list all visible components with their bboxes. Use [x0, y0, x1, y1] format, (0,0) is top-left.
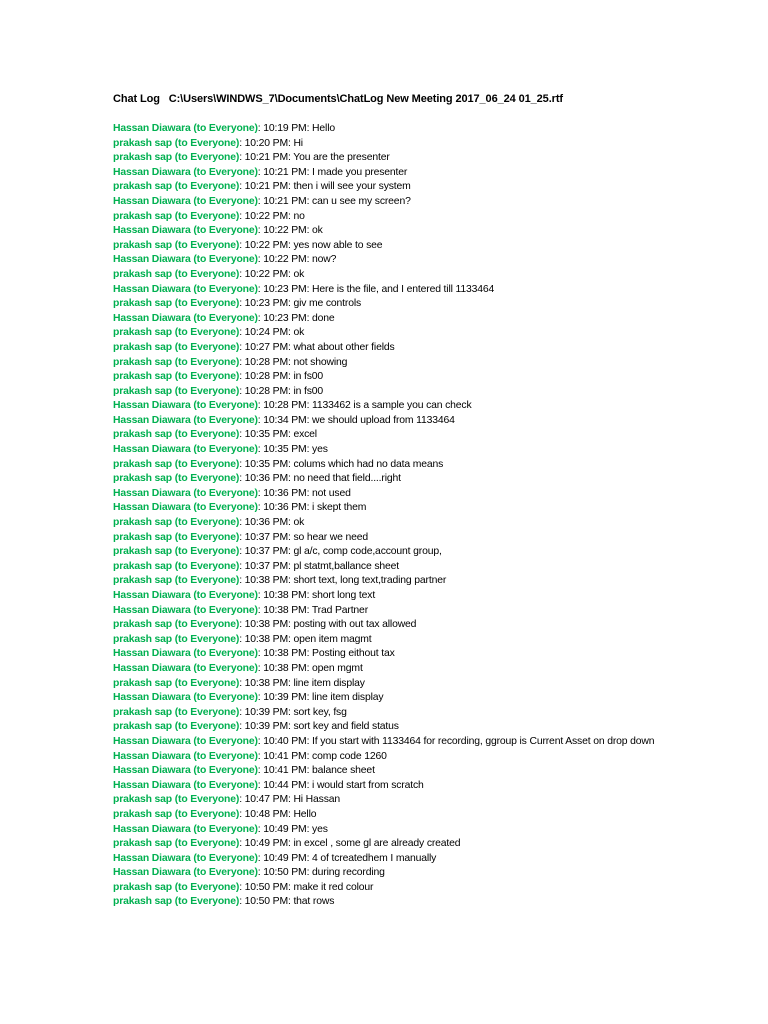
message-sender: Hassan Diawara (to Everyone) — [113, 867, 258, 879]
message-text: excel — [293, 429, 317, 441]
message-row: prakash sap (to Everyone): 10:39 PM: sort key and field status — [113, 721, 399, 733]
message-text: comp code 1260 — [312, 750, 387, 762]
message-text: sort key, fsg — [293, 706, 347, 718]
message-time: 10:50 PM — [244, 896, 288, 908]
message-row: Hassan Diawara (to Everyone): 10:22 PM: ok — [113, 225, 323, 237]
message-text: line item display — [312, 692, 384, 704]
message-time: 10:39 PM — [244, 721, 288, 733]
message-row: Hassan Diawara (to Everyone): 10:21 PM: I made you presenter — [113, 166, 408, 178]
message-row: prakash sap (to Everyone): 10:22 PM: ok — [113, 268, 305, 280]
message-row: Hassan Diawara (to Everyone): 10:38 PM: short long text — [113, 590, 376, 601]
message-sender: Hassan Diawara (to Everyone) — [113, 254, 258, 266]
message-sender: Hassan Diawara (to Everyone) — [113, 779, 258, 791]
message-text: sort key and field status — [293, 721, 399, 733]
message-row: Hassan Diawara (to Everyone): 10:22 PM: now? — [113, 254, 337, 266]
message-row: Hassan Diawara (to Everyone): 10:38 PM: Posting eithout tax — [113, 648, 395, 660]
message-time: 10:28 PM — [263, 400, 307, 412]
message-row: prakash sap (to Everyone): 10:21 PM: then i will see your system — [113, 181, 411, 193]
message-time: 10:20 PM — [244, 137, 288, 149]
message-row: Hassan Diawara (to Everyone): 10:44 PM: i would start from scratch — [113, 779, 424, 791]
message-sender: prakash sap (to Everyone) — [113, 881, 240, 893]
message-text: short text, long text,trading partner — [293, 575, 447, 587]
message-row: prakash sap (to Everyone): 10:38 PM: open item magmt — [113, 633, 372, 645]
message-sender: Hassan Diawara (to Everyone) — [113, 604, 258, 616]
message-text: ok — [293, 268, 305, 280]
message-row: prakash sap (to Everyone): 10:49 PM: in excel , some gl are already created — [113, 838, 461, 850]
message-sender: prakash sap (to Everyone) — [113, 546, 240, 558]
message-sender: Hassan Diawara (to Everyone) — [113, 823, 258, 835]
message-time: 10:19 PM — [263, 123, 307, 134]
message-text: Hi — [293, 137, 303, 149]
message-time: 10:39 PM — [263, 692, 307, 704]
message-row: prakash sap (to Everyone): 10:21 PM: You are the presenter — [113, 152, 390, 164]
message-text: You are the presenter — [293, 152, 390, 164]
message-time: 10:35 PM — [244, 429, 288, 441]
message-row: Hassan Diawara (to Everyone): 10:23 PM: Here is the file, and I entered till 1133464 — [113, 283, 495, 295]
message-sender: prakash sap (to Everyone) — [113, 371, 240, 383]
message-text: we should upload from 1133464 — [312, 414, 455, 426]
message-row: Hassan Diawara (to Everyone): 10:19 PM: Hello — [113, 123, 335, 134]
message-sender: prakash sap (to Everyone) — [113, 239, 240, 251]
message-text: I made you presenter — [312, 166, 408, 178]
message-row: prakash sap (to Everyone): 10:50 PM: make it red colour — [113, 881, 374, 893]
message-row: prakash sap (to Everyone): 10:24 PM: ok — [113, 327, 305, 339]
message-text: yes — [312, 823, 328, 835]
message-time: 10:38 PM — [263, 590, 307, 601]
message-sender: prakash sap (to Everyone) — [113, 356, 240, 368]
document-title — [113, 93, 563, 105]
message-row: prakash sap (to Everyone): 10:36 PM: ok — [113, 517, 305, 529]
message-time: 10:38 PM — [244, 619, 288, 631]
message-text: short long text — [312, 590, 376, 601]
message-row: prakash sap (to Everyone): 10:50 PM: that rows — [113, 896, 335, 908]
message-text: i skept them — [312, 502, 367, 514]
message-text: posting with out tax allowed — [293, 619, 417, 631]
message-time: 10:49 PM — [244, 838, 288, 850]
message-sender: prakash sap (to Everyone) — [113, 327, 240, 339]
message-row: prakash sap (to Everyone): 10:22 PM: no — [113, 210, 305, 222]
message-list — [113, 122, 673, 910]
message-time: 10:28 PM — [244, 356, 288, 368]
message-row: prakash sap (to Everyone): 10:37 PM: so hear we need — [113, 531, 369, 543]
message-text: not used — [312, 487, 351, 499]
message-time: 10:23 PM — [263, 312, 307, 324]
message-row: Hassan Diawara (to Everyone): 10:34 PM: we should upload from 1133464 — [113, 414, 455, 426]
message-time: 10:28 PM — [244, 385, 288, 397]
message-time: 10:41 PM — [263, 765, 307, 777]
message-sender: prakash sap (to Everyone) — [113, 808, 240, 820]
message-text: line item display — [293, 677, 365, 689]
message-row: prakash sap (to Everyone): 10:38 PM: posting with out tax allowed — [113, 619, 417, 631]
message-sender: prakash sap (to Everyone) — [113, 619, 240, 631]
message-sender: prakash sap (to Everyone) — [113, 531, 240, 543]
message-sender: Hassan Diawara (to Everyone) — [113, 123, 258, 134]
message-time: 10:49 PM — [263, 852, 307, 864]
message-sender: prakash sap (to Everyone) — [113, 298, 240, 310]
message-sender: Hassan Diawara (to Everyone) — [113, 414, 258, 426]
message-sender: prakash sap (to Everyone) — [113, 181, 240, 193]
message-sender: prakash sap (to Everyone) — [113, 341, 240, 353]
message-time: 10:24 PM — [244, 327, 288, 339]
message-text: that rows — [293, 896, 335, 908]
message-time: 10:23 PM — [244, 298, 288, 310]
message-text: done — [312, 312, 335, 324]
message-sender: prakash sap (to Everyone) — [113, 721, 240, 733]
message-row: prakash sap (to Everyone): 10:22 PM: yes now able to see — [113, 239, 383, 251]
message-row: prakash sap (to Everyone): 10:39 PM: sort key, fsg — [113, 706, 347, 718]
message-text: 4 of tcreatedhem I manually — [312, 852, 437, 864]
message-sender: prakash sap (to Everyone) — [113, 429, 240, 441]
message-text: balance sheet — [312, 765, 375, 777]
message-text: gl a/c, comp code,account group, — [293, 546, 442, 558]
message-text: i would start from scratch — [312, 779, 424, 791]
message-sender: prakash sap (to Everyone) — [113, 458, 240, 470]
message-row: Hassan Diawara (to Everyone): 10:39 PM: line item display — [113, 692, 384, 704]
message-sender: Hassan Diawara (to Everyone) — [113, 852, 258, 864]
message-row: prakash sap (to Everyone): 10:47 PM: Hi Hassan — [113, 794, 341, 806]
message-time: 10:21 PM — [263, 166, 307, 178]
message-time: 10:41 PM — [263, 750, 307, 762]
message-row: prakash sap (to Everyone): 10:28 PM: in fs00 — [113, 385, 324, 397]
message-time: 10:40 PM — [263, 735, 307, 747]
message-time: 10:21 PM — [263, 195, 307, 207]
message-time: 10:22 PM — [244, 239, 288, 251]
message-sender: Hassan Diawara (to Everyone) — [113, 692, 258, 704]
message-row: Hassan Diawara (to Everyone): 10:38 PM: open mgmt — [113, 662, 363, 674]
message-sender: prakash sap (to Everyone) — [113, 706, 240, 718]
message-sender: prakash sap (to Everyone) — [113, 385, 240, 397]
message-time: 10:47 PM — [244, 794, 288, 806]
message-sender: prakash sap (to Everyone) — [113, 210, 240, 222]
message-text: open mgmt — [312, 662, 363, 674]
message-time: 10:21 PM — [244, 152, 288, 164]
message-time: 10:27 PM — [244, 341, 288, 353]
message-text: so hear we need — [293, 531, 369, 543]
message-row: Hassan Diawara (to Everyone): 10:35 PM: yes — [113, 444, 328, 456]
message-row: Hassan Diawara (to Everyone): 10:49 PM: 4 of tcreatedhem I manually — [113, 852, 437, 864]
message-time: 10:36 PM — [244, 473, 288, 485]
message-sender: prakash sap (to Everyone) — [113, 560, 240, 572]
message-time: 10:36 PM — [244, 517, 288, 529]
message-text: 1133462 is a sample you can check — [312, 400, 472, 412]
message-sender: Hassan Diawara (to Everyone) — [113, 400, 258, 412]
message-text: then i will see your system — [293, 181, 411, 193]
message-text: what about other fields — [293, 341, 395, 353]
message-time: 10:49 PM — [263, 823, 307, 835]
message-time: 10:22 PM — [263, 254, 307, 266]
message-row: prakash sap (to Everyone): 10:20 PM: Hi — [113, 137, 303, 149]
message-sender: Hassan Diawara (to Everyone) — [113, 487, 258, 499]
message-text: in excel , some gl are already created — [293, 838, 461, 850]
message-text: pl statmt,ballance sheet — [293, 560, 400, 572]
message-time: 10:37 PM — [244, 546, 288, 558]
message-sender: Hassan Diawara (to Everyone) — [113, 502, 258, 514]
message-sender: prakash sap (to Everyone) — [113, 152, 240, 164]
message-time: 10:44 PM — [263, 779, 307, 791]
message-text: in fs00 — [293, 371, 324, 383]
message-time: 10:22 PM — [244, 268, 288, 280]
message-time: 10:35 PM — [263, 444, 307, 456]
message-sender: prakash sap (to Everyone) — [113, 794, 240, 806]
message-text: ok — [293, 517, 305, 529]
message-text: Posting eithout tax — [312, 648, 395, 660]
message-text: no — [293, 210, 305, 222]
message-sender: prakash sap (to Everyone) — [113, 517, 240, 529]
message-row: Hassan Diawara (to Everyone): 10:36 PM: not used — [113, 487, 351, 499]
message-row: prakash sap (to Everyone): 10:48 PM: Hello — [113, 808, 317, 820]
message-time: 10:38 PM — [263, 648, 307, 660]
message-sender: prakash sap (to Everyone) — [113, 268, 240, 280]
message-time: 10:39 PM — [244, 706, 288, 718]
message-sender: Hassan Diawara (to Everyone) — [113, 312, 258, 324]
message-sender: Hassan Diawara (to Everyone) — [113, 735, 258, 747]
message-time: 10:23 PM — [263, 283, 307, 295]
message-text: open item magmt — [293, 633, 372, 645]
message-time: 10:34 PM — [263, 414, 307, 426]
message-sender: Hassan Diawara (to Everyone) — [113, 765, 258, 777]
message-text: ok — [293, 327, 305, 339]
message-text: not showing — [293, 356, 348, 368]
message-time: 10:38 PM — [263, 662, 307, 674]
message-time: 10:21 PM — [244, 181, 288, 193]
message-row: prakash sap (to Everyone): 10:35 PM: colums which had no data means — [113, 458, 444, 470]
message-time: 10:28 PM — [244, 371, 288, 383]
message-time: 10:22 PM — [244, 210, 288, 222]
message-row: prakash sap (to Everyone): 10:27 PM: what about other fields — [113, 341, 395, 353]
message-sender: prakash sap (to Everyone) — [113, 677, 240, 689]
message-text: ok — [312, 225, 323, 237]
message-text: during recording — [312, 867, 385, 879]
message-text: in fs00 — [293, 385, 324, 397]
message-text: no need that field....right — [293, 473, 401, 485]
message-time: 10:38 PM — [263, 604, 307, 616]
message-row: Hassan Diawara (to Everyone): 10:38 PM: Trad Partner — [113, 604, 368, 616]
message-text: Here is the file, and I entered till 1133464 — [312, 283, 495, 295]
message-text: now? — [312, 254, 337, 266]
message-text: make it red colour — [293, 881, 374, 893]
message-sender: Hassan Diawara (to Everyone) — [113, 195, 258, 207]
message-row: Hassan Diawara (to Everyone): 10:40 PM: If you start with 1133464 for recording, ggroup is Current Asset on drop down — [113, 735, 655, 747]
message-time: 10:36 PM — [263, 487, 307, 499]
message-sender: Hassan Diawara (to Everyone) — [113, 648, 258, 660]
message-time: 10:38 PM — [244, 633, 288, 645]
message-sender: prakash sap (to Everyone) — [113, 838, 240, 850]
message-row: prakash sap (to Everyone): 10:23 PM: giv me controls — [113, 298, 362, 310]
message-text: Hello — [293, 808, 317, 820]
message-text: yes now able to see — [293, 239, 383, 251]
message-time: 10:22 PM — [263, 225, 307, 237]
message-row: Hassan Diawara (to Everyone): 10:36 PM: i skept them — [113, 502, 367, 514]
message-row: prakash sap (to Everyone): 10:36 PM: no need that field....right — [113, 473, 401, 485]
message-row: prakash sap (to Everyone): 10:38 PM: short text, long text,trading partner — [113, 575, 447, 587]
message-row: Hassan Diawara (to Everyone): 10:28 PM: 1133462 is a sample you can check — [113, 400, 472, 412]
message-row: Hassan Diawara (to Everyone): 10:41 PM: comp code 1260 — [113, 750, 387, 762]
message-sender: prakash sap (to Everyone) — [113, 633, 240, 645]
message-text: Hi Hassan — [293, 794, 341, 806]
message-row: Hassan Diawara (to Everyone): 10:41 PM: balance sheet — [113, 765, 375, 777]
message-sender: Hassan Diawara (to Everyone) — [113, 590, 258, 601]
message-row: prakash sap (to Everyone): 10:38 PM: line item display — [113, 677, 365, 689]
message-row: Hassan Diawara (to Everyone): 10:49 PM: yes — [113, 823, 328, 835]
message-time: 10:48 PM — [244, 808, 288, 820]
message-row: prakash sap (to Everyone): 10:35 PM: excel — [113, 429, 317, 441]
message-time: 10:50 PM — [263, 867, 307, 879]
message-sender: Hassan Diawara (to Everyone) — [113, 166, 258, 178]
message-time: 10:38 PM — [244, 677, 288, 689]
message-time: 10:35 PM — [244, 458, 288, 470]
message-sender: prakash sap (to Everyone) — [113, 137, 240, 149]
message-sender: Hassan Diawara (to Everyone) — [113, 283, 258, 295]
message-time: 10:37 PM — [244, 560, 288, 572]
message-sender: Hassan Diawara (to Everyone) — [113, 750, 258, 762]
message-time: 10:50 PM — [244, 881, 288, 893]
message-sender: prakash sap (to Everyone) — [113, 575, 240, 587]
message-row: prakash sap (to Everyone): 10:37 PM: gl a/c, comp code,account group, — [113, 546, 442, 558]
title-label: Chat Log — [113, 93, 160, 105]
message-text: giv me controls — [293, 298, 362, 310]
message-time: 10:36 PM — [263, 502, 307, 514]
message-sender: prakash sap (to Everyone) — [113, 896, 240, 908]
message-time: 10:37 PM — [244, 531, 288, 543]
message-row: Hassan Diawara (to Everyone): 10:23 PM: done — [113, 312, 335, 324]
message-row: prakash sap (to Everyone): 10:28 PM: not showing — [113, 356, 348, 368]
message-row: prakash sap (to Everyone): 10:37 PM: pl statmt,ballance sheet — [113, 560, 400, 572]
message-sender: Hassan Diawara (to Everyone) — [113, 662, 258, 674]
file-path: C:\Users\WINDWS_7\Documents\ChatLog New Meeting 2017_06_24 01_25.rtf — [168, 93, 563, 105]
message-text: colums which had no data means — [293, 458, 444, 470]
message-sender: Hassan Diawara (to Everyone) — [113, 444, 258, 456]
message-row: Hassan Diawara (to Everyone): 10:21 PM: can u see my screen? — [113, 195, 411, 207]
message-sender: prakash sap (to Everyone) — [113, 473, 240, 485]
message-row: Hassan Diawara (to Everyone): 10:50 PM: during recording — [113, 867, 385, 879]
message-text: can u see my screen? — [312, 195, 411, 207]
message-row: prakash sap (to Everyone): 10:28 PM: in fs00 — [113, 371, 324, 383]
message-time: 10:38 PM — [244, 575, 288, 587]
message-text: If you start with 1133464 for recording, ggroup is Current Asset on drop down — [312, 735, 655, 747]
message-text: Hello — [312, 123, 335, 134]
message-text: yes — [312, 444, 328, 456]
message-text: Trad Partner — [311, 604, 368, 616]
message-sender: Hassan Diawara (to Everyone) — [113, 225, 258, 237]
